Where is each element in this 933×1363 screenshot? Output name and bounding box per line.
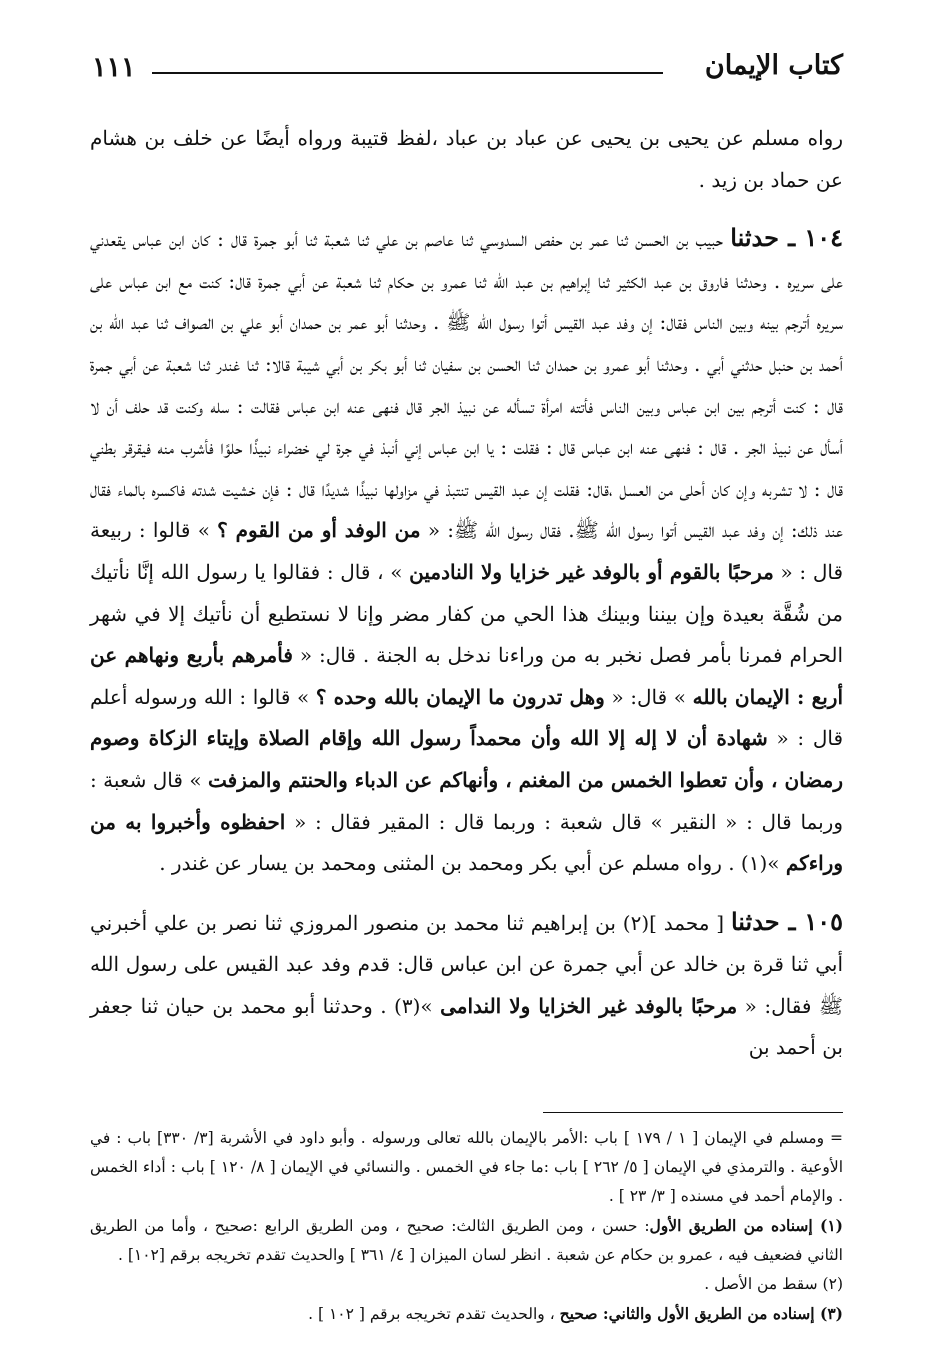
hadith-104-bold-1: من الوفد أو من القوم ؟ xyxy=(217,518,421,543)
hadith-104-text-1: حبيب بن الحسن ثنا عمر بن حفص السدوسي ثنا عاصم بن علي ثنا شعبة ثنا أبو جمرة قال : كان ابن عباس يقعدني على سريره . وحدثنا فاروق بن عبد الكثير ثنا إبراهيم بن عبد الله ثنا عمرو بن حكام ثنا شعبة عن أبي جمرة قال: كنت مع ابن عباس على سريره أترجم بينه وبين الناس فقال: إن وفد عبد القيس أتوا رسول الله ﷺ . وحدثنا أبو عمر بن حمدان أبو علي بن الصواف ثنا عبد الله بن أحمد بن حنبل حدثني أبي . وحدثنا أبو عمرو بن حمدان ثنا الحسن بن سفيان ثنا أبو بكر بن أبي شيبة قالا: ثنا غندر ثنا شعبة عن أبي جمرة قال : كنت أترجم بين ابن عباس وبين الناس فأتته امرأة تسأله عن نبيذ الجر قال فنهى عنه ابن عباس فقالت : سله وكنت قد حلف أن لا أسأل عن نبيذ الجر . قال : فنهى عنه ابن عباس قال : فقلت : يا ابن عباس إني أنبذ في جرة لي خضراء نبيذًا حلوًا فأشرب منه فيقرقر بطني قال : لا تشربه وإن كان أحلى من العسل ،قال: فقلت إن عبد القيس تنتبذ في مزاولها نبيذًا شديدًا قال : فإن خشيت شدته فاكسره بالماء فقال عند ذلك: إن وفد عبد القيس أتوا رسول الله ﷺ. فقال رسول الله ﷺ: « xyxy=(90,227,843,543)
hadith-105-number: ١٠٥ ـ حدثنا xyxy=(730,906,843,936)
hadith-104-text-6: » قال شعبة : وربما قال : « النقير » قال شعبة : وربما قال : المقير فقال : « xyxy=(90,767,843,834)
footnote-continuation: = ومسلم في الإيمان [ ١ / ١٧٩ ] باب :الأمر بالإيمان بالله تعالى ورسوله . وأبو داود في الأشربة [٣/ ٣٣٠] باب : في الأوعية . والترمذي في الإيمان [ ٥/ ٢٦٢ ] باب :ما جاء في الخمس . والنسائي في الإيمان [ ٨/ ١٢٠ ] باب : أداء الخمس . والإمام أحمد في مسنده [ ٣/ ٢٣ ] . xyxy=(90,1129,844,1205)
hadith-104-text-2: » قالوا : ربيعة قال : « xyxy=(90,518,844,584)
hadith-104-text-4: » قال: « xyxy=(604,684,693,709)
footnote-3-label: (٣) إسناده من الطريق الأول والثاني: صحيح xyxy=(559,1304,843,1323)
header-rule xyxy=(152,72,663,74)
footnote-2: (٢) سقط من الأصل . xyxy=(704,1275,843,1293)
hadith-104-bold-6: احفظوه وأخبروا به من وراءكم xyxy=(90,809,843,876)
page-number: ١١١ xyxy=(92,52,136,83)
hadith-104-text-3: » ، قال : فقالوا يا رسول الله إنَّا نأتيك من شُقَّة بعيدة وإن بيننا وبينك هذا الحي من كفار مضر وإنا لا نستطيع أن نأتيك إلا في شهر الحرام فمرنا بأمر فصل نخبر به من وراءنا ندخل به الجنة . قال: « xyxy=(90,559,843,668)
chapter-title: كتاب الإيمان xyxy=(704,50,843,81)
hadith-105-text-2: »(٣) . وحدثنا أبو محمد بن حيان ثنا جعفر بن أحمد بن xyxy=(90,993,843,1060)
footnote-1 xyxy=(90,1211,843,1270)
hadith-104 xyxy=(90,217,843,885)
footnotes xyxy=(90,1124,843,1329)
footnote-3-text: ، والحديث تقدم تخريجه برقم [ ١٠٢ ] . xyxy=(308,1305,560,1323)
hadith-104-text-7: »(١) . رواه مسلم عن أبي بكر ومحمد بن المثنى ومحمد بن يسار عن غندر . xyxy=(159,851,786,876)
footnote-1-label: (١) إسناده من الطريق الأول xyxy=(649,1216,843,1235)
hadith-105 xyxy=(90,901,843,1069)
page-header xyxy=(92,48,843,92)
hadith-104-text-5: » قالوا : الله ورسوله أعلم قال : « xyxy=(90,684,843,751)
paragraph-intro: رواه مسلم عن يحيى بن يحيى عن عباد بن عباد ،لفظ قتيبة ورواه أيضًا عن خلف بن هشام عن حماد بن زيد . xyxy=(90,126,843,192)
hadith-105-text-1: [ محمد ](٢) بن إبراهيم ثنا محمد بن منصور المروزي ثنا نصر بن علي أخبرني أبي ثنا قرة بن خالد عن أبي جمرة عن ابن عباس قال: قدم وفد عبد القيس على رسول الله ﷺ فقال: « xyxy=(90,910,843,1018)
hadith-104-bold-2: مرحبًا بالقوم أو بالوفد غير خزايا ولا النادمين xyxy=(409,559,774,584)
hadith-104-number: ١٠٤ ـ حدثنا xyxy=(730,223,843,253)
footnote-separator xyxy=(543,1112,843,1113)
hadith-104-bold-4: وهل تدرون ما الإيمان بالله وحده ؟ xyxy=(315,684,605,709)
main-text xyxy=(90,118,843,1069)
hadith-104-bold-5: شهادة أن لا إله إلا الله وأن محمداً رسول الله وإقام الصلاة وإيتاء الزكاة وصوم رمضان ، وأن تعطوا الخمس من المغنم ، وأنهاكم عن الدباء والحنتم والمزفت xyxy=(90,726,843,792)
hadith-105-bold-1: مرحبًا بالوفد غير الخزايا ولا الندامى xyxy=(440,993,738,1018)
footnote-1-text: : حسن ، ومن الطريق الثالث: صحيح ، ومن الطريق الرابع :صحيح ، وأما من الطريق الثاني فضعيف فيه ، عمرو بن حكام عن شعبة . انظر لسان الميزان [ ٤/ ٣٦١ ] والحديث تقدم تخريجه برقم [١٠٢] . xyxy=(90,1217,843,1264)
footnote-3 xyxy=(90,1299,843,1329)
hadith-104-bold-3: فأمرهم بأربع ونهاهم عن أربع : الإيمان بالله xyxy=(90,643,844,709)
